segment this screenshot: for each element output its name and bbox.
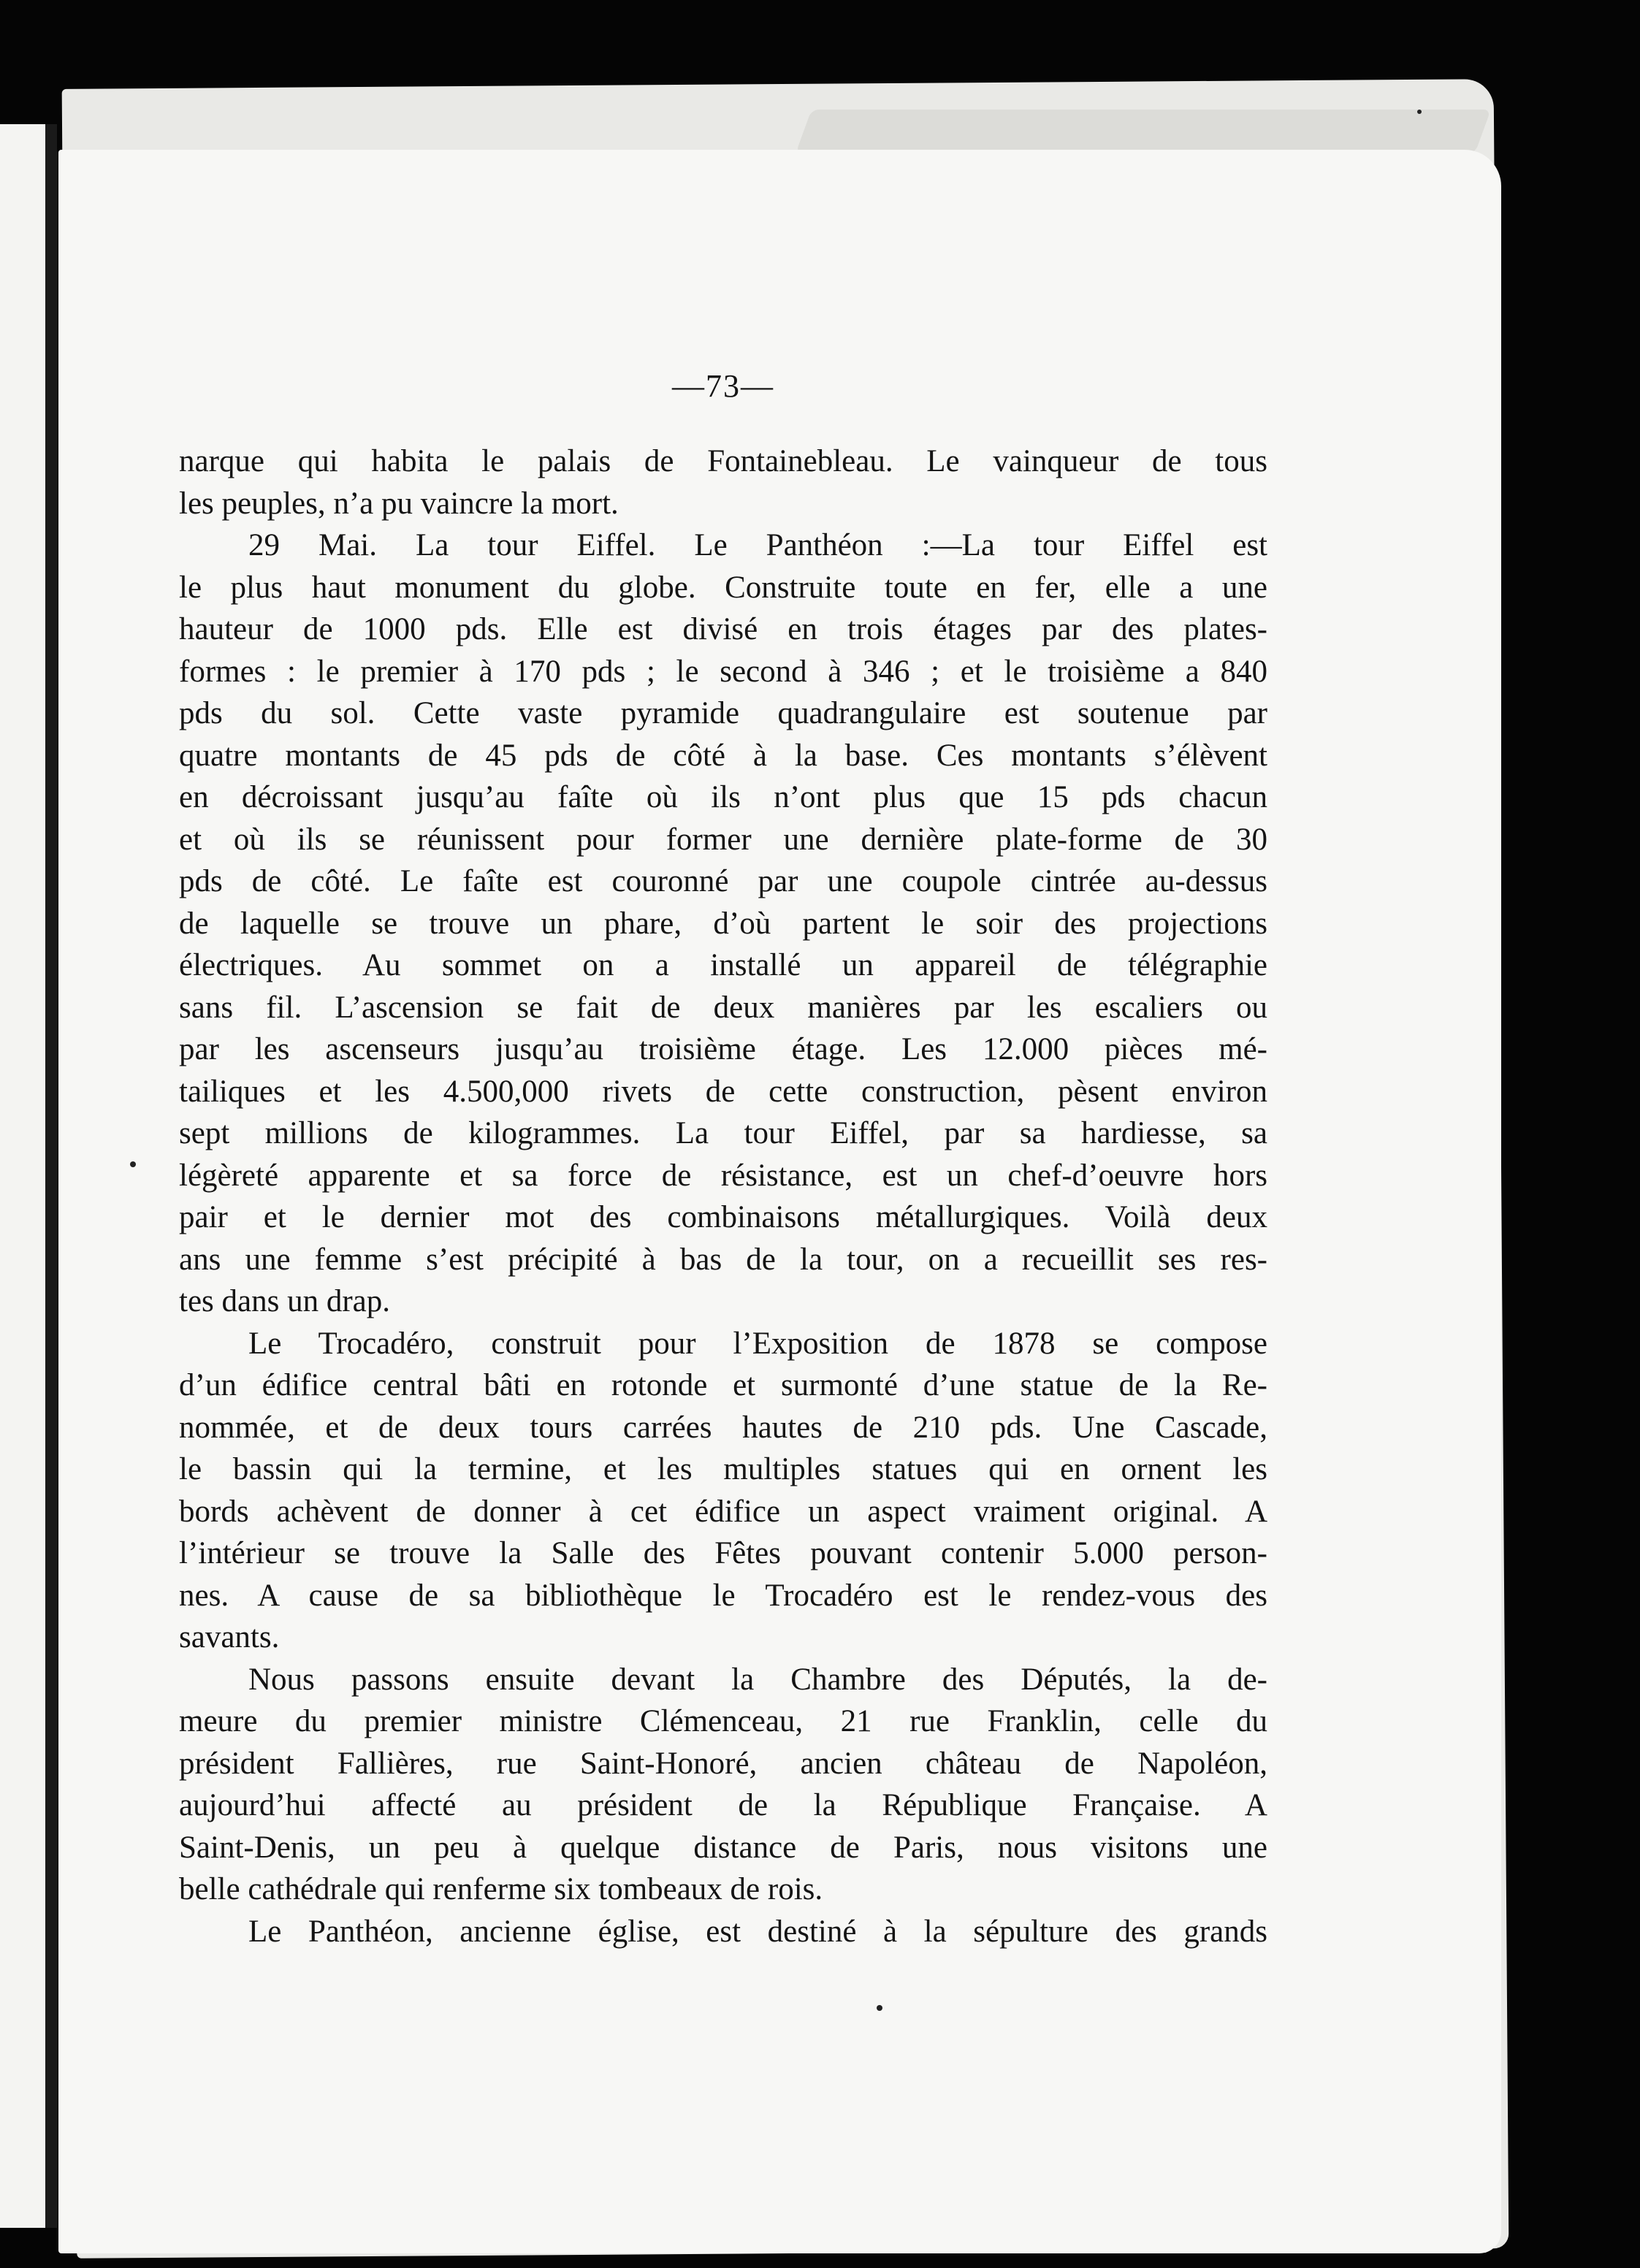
text-line: sans fil. L’ascension se fait de deux manières par les escaliers ou <box>179 990 1267 1025</box>
text-line: en décroissant jusqu’au faîte où ils n’ont plus que 15 pds chacun <box>179 780 1267 814</box>
text-line: d’un édifice central bâti en rotonde et surmonté d’une statue de la Re- <box>179 1368 1267 1402</box>
text-line: les peuples, n’a pu vaincre la mort. <box>179 486 619 521</box>
text-line: et où ils se réunissent pour former une dernière plate-forme de 30 <box>179 822 1267 857</box>
text-line: président Fallières, rue Saint-Honoré, ancien château de Napoléon, <box>179 1746 1267 1781</box>
text-line: Nous passons ensuite devant la Chambre des Députés, la de- <box>248 1662 1267 1697</box>
text-line: narque qui habita le palais de Fontainebleau. Le vainqueur de tous <box>179 444 1267 478</box>
text-line: hauteur de 1000 pds. Elle est divisé en trois étages par des plates- <box>179 612 1267 646</box>
text-line: Saint-Denis, un peu à quelque distance de Paris, nous visitons une <box>179 1830 1267 1865</box>
text-line: ans une femme s’est précipité à bas de la tour, on a recueillit ses res- <box>179 1242 1267 1277</box>
page-speck <box>877 2005 882 2011</box>
text-line: le bassin qui la termine, et les multiples statues qui en ornent les <box>179 1452 1267 1486</box>
text-line: par les ascenseurs jusqu’au troisième étage. Les 12.000 pièces mé- <box>179 1032 1267 1066</box>
text-line: quatre montants de 45 pds de côté à la base. Ces montants s’élèvent <box>179 738 1267 773</box>
text-line: nes. A cause de sa bibliothèque le Trocadéro est le rendez-vous des <box>179 1578 1267 1613</box>
text-line: savants. <box>179 1620 280 1654</box>
text-line: sept millions de kilogrammes. La tour Eiffel, par sa hardiesse, sa <box>179 1116 1267 1150</box>
text-line: l’intérieur se trouve la Salle des Fêtes pouvant contenir 5.000 person- <box>179 1536 1267 1570</box>
body-text <box>179 440 1267 1952</box>
text-line: 29 Mai. La tour Eiffel. Le Panthéon :—La tour Eiffel est <box>248 528 1267 562</box>
text-line: de laquelle se trouve un phare, d’où partent le soir des projections <box>179 906 1267 941</box>
text-line: belle cathédrale qui renferme six tombeaux de rois. <box>179 1872 823 1906</box>
text-line: tes dans un drap. <box>179 1284 390 1318</box>
text-line: pds de côté. Le faîte est couronné par une coupole cintrée au-dessus <box>179 864 1267 898</box>
binding-shadow <box>45 124 57 2228</box>
text-line: pds du sol. Cette vaste pyramide quadrangulaire est soutenue par <box>179 696 1267 730</box>
page-speck <box>1417 110 1422 114</box>
text-line: nommée, et de deux tours carrées hautes de 210 pds. Une Cascade, <box>179 1410 1267 1445</box>
text-line: meure du premier ministre Clémenceau, 21 rue Franklin, celle du <box>179 1704 1267 1738</box>
text-line: électriques. Au sommet on a installé un appareil de télégraphie <box>179 948 1267 982</box>
text-line: tailiques et les 4.500,000 rivets de cette construction, pèsent environ <box>179 1074 1267 1109</box>
text-line: le plus haut monument du globe. Construite toute en fer, elle a une <box>179 570 1267 605</box>
page-number: —73— <box>672 368 774 404</box>
text-line: pair et le dernier mot des combinaisons métallurgiques. Voilà deux <box>179 1200 1267 1234</box>
text-line: formes : le premier à 170 pds ; le second à 346 ; et le troisième a 840 <box>179 654 1267 689</box>
text-line: bords achèvent de donner à cet édifice un aspect vraiment original. A <box>179 1494 1267 1529</box>
text-line: légèreté apparente et sa force de résistance, est un chef-d’oeuvre hors <box>179 1158 1267 1193</box>
page-fold <box>796 110 1491 153</box>
text-line: Le Panthéon, ancienne église, est destiné à la sépulture des grands <box>248 1914 1267 1949</box>
page-speck <box>130 1161 136 1167</box>
text-line: aujourd’hui affecté au président de la République Française. A <box>179 1788 1267 1822</box>
text-line: Le Trocadéro, construit pour l’Exposition de 1878 se compose <box>248 1326 1267 1361</box>
